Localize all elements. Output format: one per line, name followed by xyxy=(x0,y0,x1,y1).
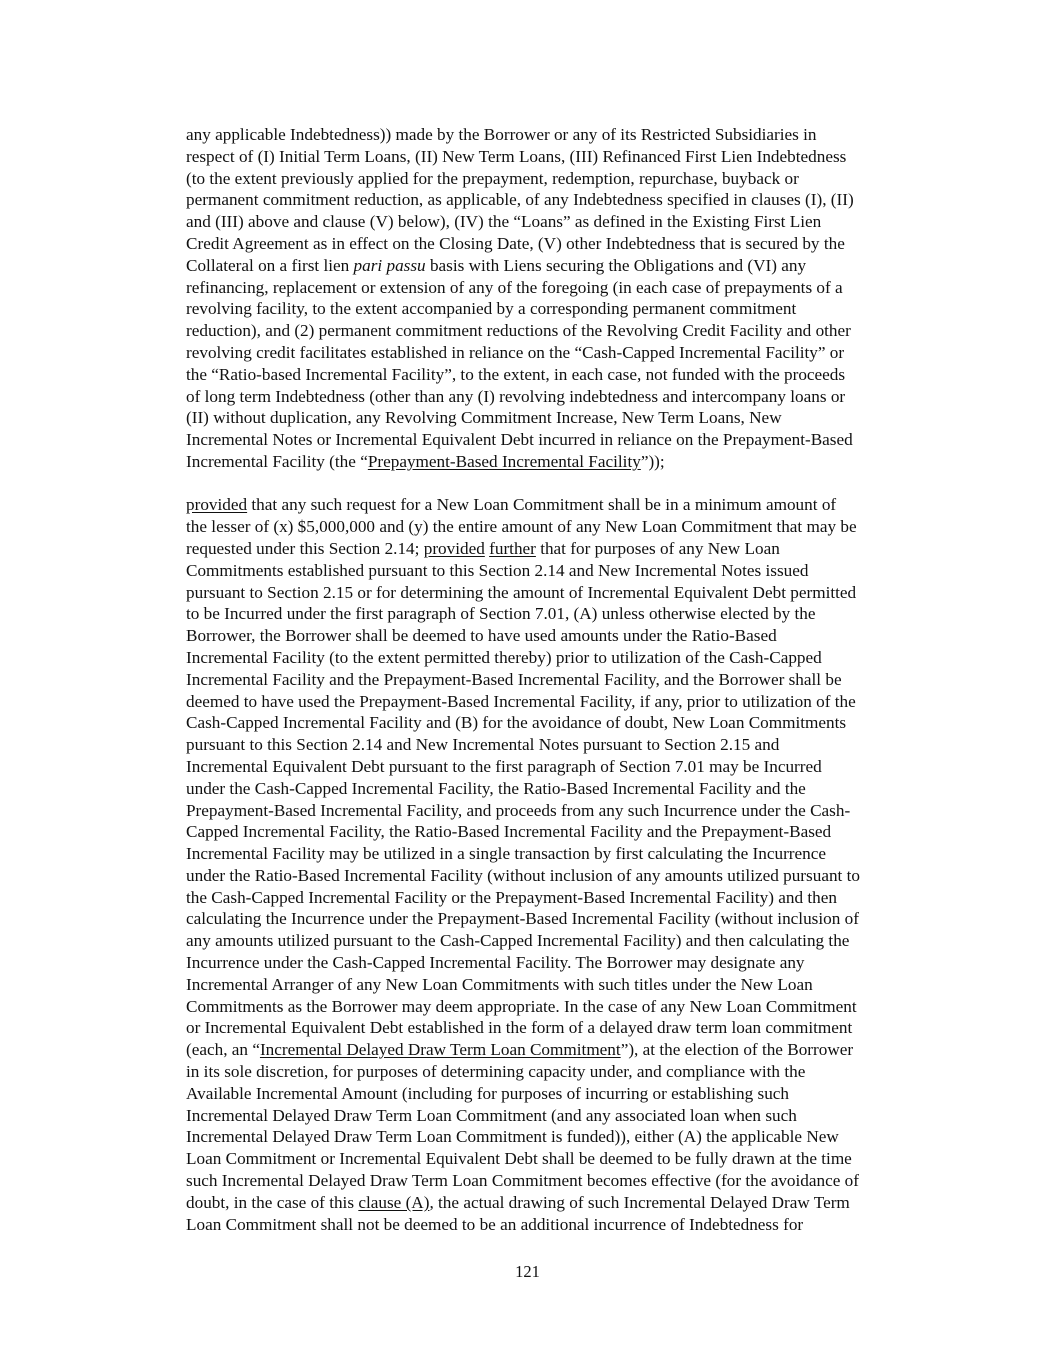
clause-a-reference: clause (A) xyxy=(358,1192,430,1212)
text-line: reduction), and (2) permanent commitment reductions of the Revolving Credit Facility and other xyxy=(186,321,851,341)
text-line: calculating the Incurrence under the Prepayment-Based Incremental Facility (without inclusion of xyxy=(186,909,859,929)
provided-term: provided xyxy=(423,538,485,558)
text-line: the “Ratio-based Incremental Facility”, to the extent, in each case, not funded with the proceeds xyxy=(186,364,846,384)
text-line: (to the extent previously applied for the prepayment, redemption, repurchase, buyback or xyxy=(186,168,799,188)
defined-term-prepayment-based-facility: Prepayment-Based Incremental Facility xyxy=(367,451,641,471)
text-line: Prepayment-Based Incremental Facility, and proceeds from any such Incurrence under the Cash- xyxy=(186,800,851,820)
text-line: pursuant to this Section 2.14 and New Incremental Notes pursuant to Section 2.15 and xyxy=(186,735,780,755)
text-line: Incurrence under the Cash-Capped Incremental Facility. The Borrower may designate any xyxy=(186,953,805,973)
text-line: Commitments as the Borrower may deem appropriate. In the case of any New Loan Commitment xyxy=(186,996,857,1016)
text-line: Loan Commitment or Incremental Equivalent Debt shall be deemed to be fully drawn at the time xyxy=(186,1149,852,1169)
paragraph-spacer xyxy=(186,473,946,495)
text-line: (each, an “Incremental Delayed Draw Term Loan Commitment”), at the election of the Borrower xyxy=(186,1040,854,1060)
text-line: Capped Incremental Facility, the Ratio-Based Incremental Facility and the Prepayment-Based xyxy=(186,822,832,842)
text-line: doubt, in the case of this clause (A), the actual drawing of such Incremental Delayed Draw Term xyxy=(186,1192,850,1212)
text-line: refinancing, replacement or extension of any of the foregoing (in each case of prepayments of a xyxy=(186,277,843,297)
text-line: Cash-Capped Incremental Facility and (B) for the avoidance of doubt, New Loan Commitments xyxy=(186,713,847,733)
text-line: under the Cash-Capped Incremental Facility, the Ratio-Based Incremental Facility and the xyxy=(186,778,806,798)
text-line: Borrower, the Borrower shall be deemed to have used amounts under the Ratio-Based xyxy=(186,626,777,646)
text-line: Loan Commitment shall not be deemed to be an additional incurrence of Indebtedness for xyxy=(186,1214,804,1234)
text-line: to be Incurred under the first paragraph of Section 7.01, (A) unless otherwise elected by the xyxy=(186,604,816,624)
paragraph-2 xyxy=(186,494,946,1235)
page-number: 121 xyxy=(515,1262,540,1281)
text-line: Available Incremental Amount (including for purposes of incurring or establishing such xyxy=(186,1083,790,1103)
paragraph-1 xyxy=(186,124,946,473)
text-line: respect of (I) Initial Term Loans, (II) New Term Loans, (III) Refinanced First Lien Indebtedness xyxy=(186,146,847,166)
text-line: deemed to have used the Prepayment-Based Incremental Facility, if any, prior to utilization of the xyxy=(186,691,856,711)
text-line: Incremental Facility may be utilized in a single transaction by first calculating the Incurrence xyxy=(186,844,826,864)
text-line: or Incremental Equivalent Debt established in the form of a delayed draw term loan commitment xyxy=(186,1018,853,1038)
text-line: Incremental Equivalent Debt pursuant to the first paragraph of Section 7.01 may be Incurred xyxy=(186,756,822,776)
text-line: the lesser of (x) $5,000,000 and (y) the entire amount of any New Loan Commitment that may be xyxy=(186,517,857,537)
text-line: and (III) above and clause (V) below), (IV) the “Loans” as defined in the Existing First Lien xyxy=(186,212,822,232)
text-line: Incremental Facility (to the extent permitted thereby) prior to utilization of the Cash-Capped xyxy=(186,647,822,667)
text-line: provided that any such request for a New Loan Commitment shall be in a minimum amount of xyxy=(186,495,837,515)
text-line: Incremental Notes or Incremental Equivalent Debt incurred in reliance on the Prepayment-Based xyxy=(186,430,853,450)
text-line: Incremental Facility (the “Prepayment-Based Incremental Facility”)); xyxy=(186,451,665,471)
page-body xyxy=(186,124,946,1235)
text-line: revolving facility, to the extent accompanied by a corresponding permanent commitment xyxy=(186,299,797,319)
text-line: such Incremental Delayed Draw Term Loan Commitment becomes effective (for the avoidance of xyxy=(186,1171,859,1191)
text-line: under the Ratio-Based Incremental Facility (without inclusion of any amounts utilized pursuant to xyxy=(186,865,860,885)
text-line: revolving credit facilitates established in reliance on the “Cash-Capped Incremental Facility” or xyxy=(186,342,845,362)
text-line: Incremental Delayed Draw Term Loan Commitment is funded)), either (A) the applicable New xyxy=(186,1127,839,1147)
text-line: of long term Indebtedness (other than any (I) revolving indebtedness and intercompany loans or xyxy=(186,386,846,406)
text-line: any applicable Indebtedness)) made by the Borrower or any of its Restricted Subsidiaries in xyxy=(186,125,817,144)
text-line: pursuant to Section 2.15 or for determining the amount of Incremental Equivalent Debt permitted xyxy=(186,582,857,602)
provided-term: provided xyxy=(186,495,248,515)
text-line: Collateral on a first lien pari passu basis with Liens securing the Obligations and (VI) any xyxy=(186,255,807,275)
pari-passu-italic: pari passu xyxy=(353,255,426,275)
text-line: Incremental Delayed Draw Term Loan Commitment (and any associated loan when such xyxy=(186,1105,797,1125)
text-line: requested under this Section 2.14; provided further that for purposes of any New Loan xyxy=(186,538,780,558)
text-line: any amounts utilized pursuant to the Cash-Capped Incremental Facility) and then calculating the xyxy=(186,931,850,951)
text-line: Commitments established pursuant to this Section 2.14 and New Incremental Notes issued xyxy=(186,560,809,580)
text-line: Incremental Facility and the Prepayment-Based Incremental Facility, and the Borrower shall be xyxy=(186,669,842,689)
text-line: permanent commitment reduction, as applicable, of any Indebtedness specified in clauses (I), (II) xyxy=(186,190,854,210)
text-line: Incremental Arranger of any New Loan Commitments with such titles under the New Loan xyxy=(186,974,813,994)
defined-term-incremental-ddtl-commitment: Incremental Delayed Draw Term Loan Commitment xyxy=(259,1040,621,1060)
text-line: Credit Agreement as in effect on the Closing Date, (V) other Indebtedness that is secured by the xyxy=(186,233,845,253)
text-line: (II) without duplication, any Revolving Commitment Increase, New Term Loans, New xyxy=(186,408,782,428)
text-line: in its sole discretion, for purposes of determining capacity under, and compliance with the xyxy=(186,1062,806,1082)
text-line: the Cash-Capped Incremental Facility or the Prepayment-Based Incremental Facility) and then xyxy=(186,887,837,907)
further-term: further xyxy=(489,538,536,558)
